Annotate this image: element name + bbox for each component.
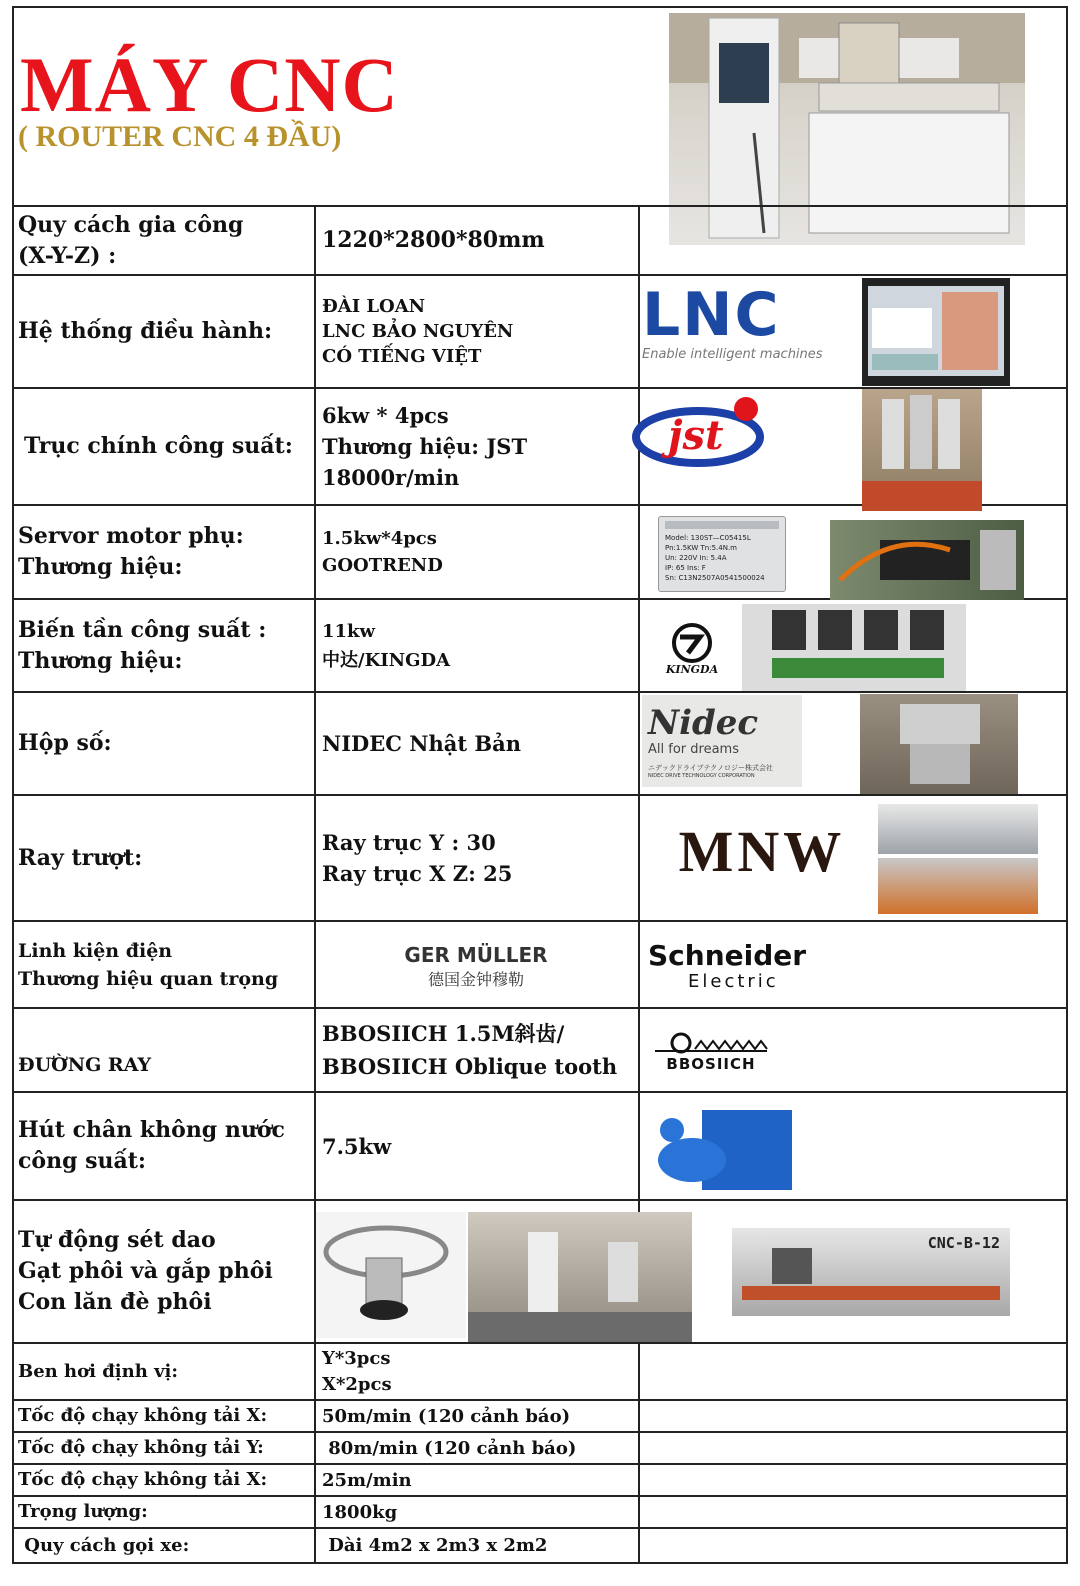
- row-label: Servor motor phụ: Thương hiệu:: [18, 523, 244, 580]
- row-value: 1220*2800*80mm: [322, 227, 545, 253]
- row-value: 80m/min (120 cảnh báo): [322, 1437, 577, 1459]
- row-value: 6kw * 4pcs Thương hiệu: JST 18000r/min: [322, 403, 528, 490]
- page-title: MÁY CNC: [20, 41, 399, 128]
- row-label: Hút chân không nước công suất:: [18, 1117, 285, 1174]
- vacuum-pump-photo: [652, 1100, 798, 1196]
- spec-sheet: [12, 6, 1068, 1564]
- row-label: Biến tần công suất : Thương hiệu:: [18, 616, 267, 674]
- gootrend-nameplate: Model: 130ST—C05415L Pn:1.5KW Tn:5.4N.m Un: 220V In: 5.4A IP: 65 Ins: F Sn: C13N2507A0541500024: [658, 516, 786, 592]
- schneider-electric-logo: Schneider Electric: [648, 938, 807, 992]
- row-value: 7.5kw: [322, 1133, 392, 1159]
- row-value: BBOSIICH 1.5M斜齿/ BBOSIICH Oblique tooth: [322, 1021, 618, 1079]
- row-label: Quy cách gia công (X-Y-Z) :: [18, 211, 244, 269]
- row-value: NIDEC Nhật Bản: [322, 731, 521, 756]
- row-label: Tốc độ chạy không tải X:: [18, 1469, 268, 1490]
- row-value: Dài 4m2 x 2m3 x 2m2: [322, 1535, 548, 1556]
- row-value: 50m/min (120 cảnh báo): [322, 1405, 571, 1427]
- roller-cnc-photo: CNC-B-12: [732, 1228, 1010, 1316]
- lnc-controller-screen-photo: [862, 278, 1010, 386]
- row-value: ĐÀI LOAN LNC BẢO NGUYÊN CÓ TIẾNG VIỆT: [322, 296, 514, 367]
- lnc-logo: LNC Enable intelligent machines: [642, 279, 823, 362]
- row-value: 25m/min: [322, 1469, 412, 1491]
- row-label: Hệ thống điều hành:: [18, 318, 273, 344]
- gearbox-photo: [860, 694, 1018, 794]
- row-label: Trục chính công suất:: [24, 433, 293, 459]
- row-value: 11kw 中达/KINGDA: [322, 620, 451, 671]
- cnc-machine-photo: [669, 13, 1025, 245]
- row-label: ĐƯỜNG RAY: [18, 1054, 152, 1076]
- mnw-logo: MNW: [678, 818, 846, 884]
- jst-logo: [628, 389, 768, 479]
- row-label: Linh kiện điện Thương hiệu quan trọng: [18, 939, 279, 990]
- row-label: Tốc độ chạy không tải X:: [18, 1405, 268, 1426]
- kingda-logo: KINGDA: [652, 616, 732, 682]
- bbosiich-logo: BBOSIICH: [646, 1024, 776, 1080]
- material-clamp-photo: [468, 1212, 692, 1342]
- servo-motor-photo: [830, 520, 1024, 600]
- spindle-photo: [862, 389, 982, 511]
- germuller-logo: GER MÜLLER 德国金钟穆勒: [404, 942, 548, 989]
- nidec-logo: Nidec All for dreams ニデックドライブテクノロジー株式会社 NIDEC DRIVE TECHNOLOGY CORPORATION: [642, 695, 802, 787]
- row-label: Tự động sét dao Gạt phôi và gắp phôi Con lăn đè phôi: [18, 1227, 273, 1315]
- row-label: Tốc độ chạy không tải Y:: [18, 1437, 264, 1458]
- row-value: Y*3pcs X*2pcs: [322, 1347, 392, 1395]
- page-subtitle: ( ROUTER CNC 4 ĐẦU): [18, 120, 342, 153]
- svg-text:jst: jst: [668, 412, 724, 459]
- linear-rail-photo-1: [878, 804, 1038, 854]
- row-label: Quy cách gọi xe:: [18, 1534, 190, 1556]
- row-label: Trọng lượng:: [18, 1501, 148, 1522]
- row-value: 1800kg: [322, 1501, 398, 1523]
- linear-rail-photo-2: [878, 858, 1038, 914]
- row-value: 1.5kw*4pcs GOOTREND: [322, 528, 443, 576]
- inverter-cabinet-photo: [742, 604, 966, 691]
- tool-sensor-photo: [316, 1212, 466, 1338]
- row-label: Ray trượt:: [18, 844, 143, 871]
- row-value: Ray trục Y : 30 Ray trục X Z: 25: [322, 830, 513, 886]
- row-label: Hộp số:: [18, 730, 112, 756]
- row-label: Ben hơi định vị:: [18, 1360, 179, 1382]
